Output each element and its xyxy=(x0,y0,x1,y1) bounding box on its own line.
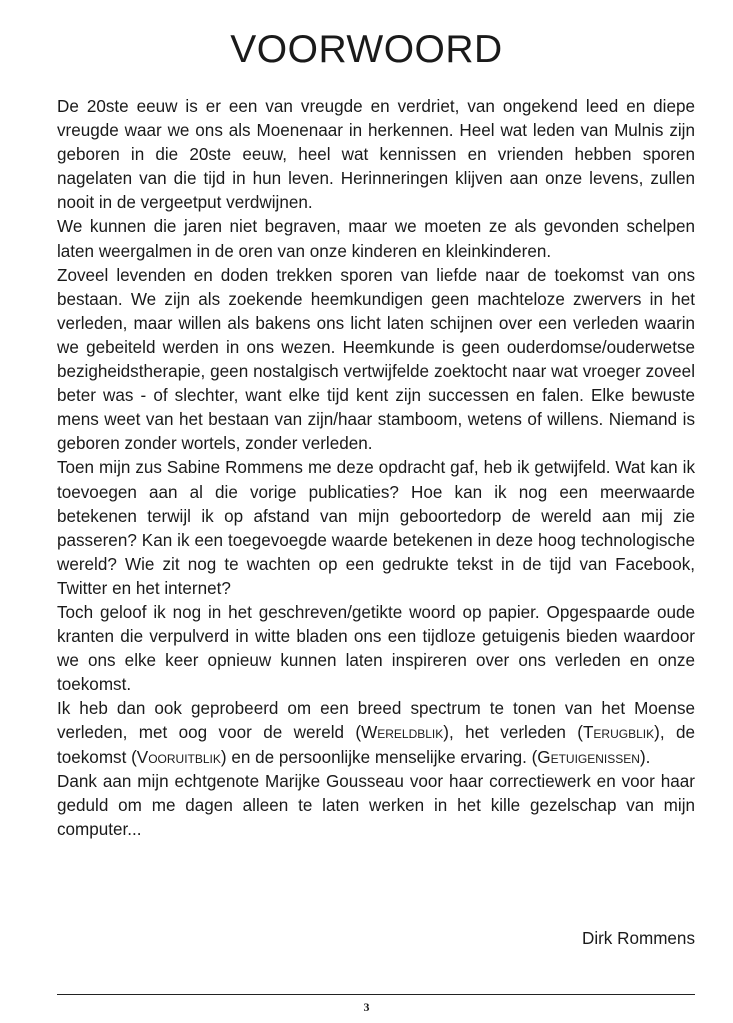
paragraph-7-closing: Dank aan mijn echtgenote Marijke Gousseau voor haar correctiewerk en voor haar geduld om me dagen alleen te laten werken in het kille gezelschap van mijn computer... xyxy=(57,771,695,839)
author-signature: Dirk Rommens xyxy=(581,929,695,948)
spectrum-text-4: ) en de persoonlijke menselijke ervaring. ( xyxy=(220,747,538,767)
paragraph-4: Toen mijn zus Sabine Rommens me deze opdracht gaf, heb ik getwijfeld. Wat kan ik toevoegen aan al die vorige publicaties? Hoe kan ik nog een meerwaarde betekenen terwijl ik op afstand van mijn geboortedorp de wereld aan mij zie passeren? Kan ik een toegevoegde waarde betekenen in deze hoog technologische wereld? Wie zit nog te wachten op een gedrukte tekst in de tijd van Facebook, Twitter en het internet? xyxy=(57,458,695,598)
term-vooruitblik: Vooruitblik xyxy=(136,747,221,767)
term-terugblik: Terugblik xyxy=(582,723,655,743)
paragraph-2: We kunnen die jaren niet begraven, maar we moeten ze als gevonden schelpen laten weergalmen in de oren van onze kinderen en kleinkinderen. xyxy=(57,217,695,261)
page-number: 3 xyxy=(363,1000,370,1014)
spectrum-text-2: ), het verleden ( xyxy=(443,723,583,743)
page-title: VOORWOORD xyxy=(230,28,503,71)
footer-divider xyxy=(57,994,695,995)
paragraph-1: De 20ste eeuw is er een van vreugde en verdriet, van ongekend leed en diepe vreugde waar we ons als Moenenaar in herkennen. Heel wat leden van Mulnis zijn geboren in die 20ste eeuw, heel wat kennissen en vrienden hebben sporen nagelaten van die tijd in hun leven. Herinneringen klijven aan onze levens, zullen nooit in de vergeetput verdwijnen. xyxy=(57,97,695,213)
term-getuigenissen: Getuigenissen xyxy=(537,747,640,767)
spectrum-text-3: ), de toekomst ( xyxy=(57,723,695,767)
spectrum-text-5: ). xyxy=(639,747,651,767)
spectrum-text-1: Ik heb dan ook geprobeerd om een breed spectrum te tonen van het Moense verleden, met oog voor de wereld ( xyxy=(57,699,695,743)
paragraph-6-spectrum xyxy=(57,697,695,769)
paragraph-5: Toch geloof ik nog in het geschreven/getikte woord op papier. Opgespaarde oude kranten die verpulverd in witte bladen ons een tijdloze getuigenis bieden waardoor we ons elke keer opnieuw kunnen laten inspireren over ons verleden en onze toekomst. xyxy=(57,602,695,695)
foreword-body xyxy=(57,95,695,842)
paragraph-3: Zoveel levenden en doden trekken sporen van liefde naar de toekomst van ons bestaan. We zijn als zoekende heemkundigen geen machteloze zwervers in het verleden, maar willen als bakens ons licht laten schijnen over een verleden waarin we gebeiteld werden in ons wezen. Heemkunde is geen ouderdomse/ouderwetse bezigheidstherapie, geen nostalgisch vertwijfelde zoektocht naar wat vroeger zoveel beter was - of slechter, want elke tijd kent zijn successen en falen. Elke bewuste mens weet van het bestaan van zijn/haar stamboom, wetens of willens. Niemand is geboren zonder wortels, zonder verleden. xyxy=(57,265,695,454)
term-wereldblik: Wereldblik xyxy=(361,723,444,743)
